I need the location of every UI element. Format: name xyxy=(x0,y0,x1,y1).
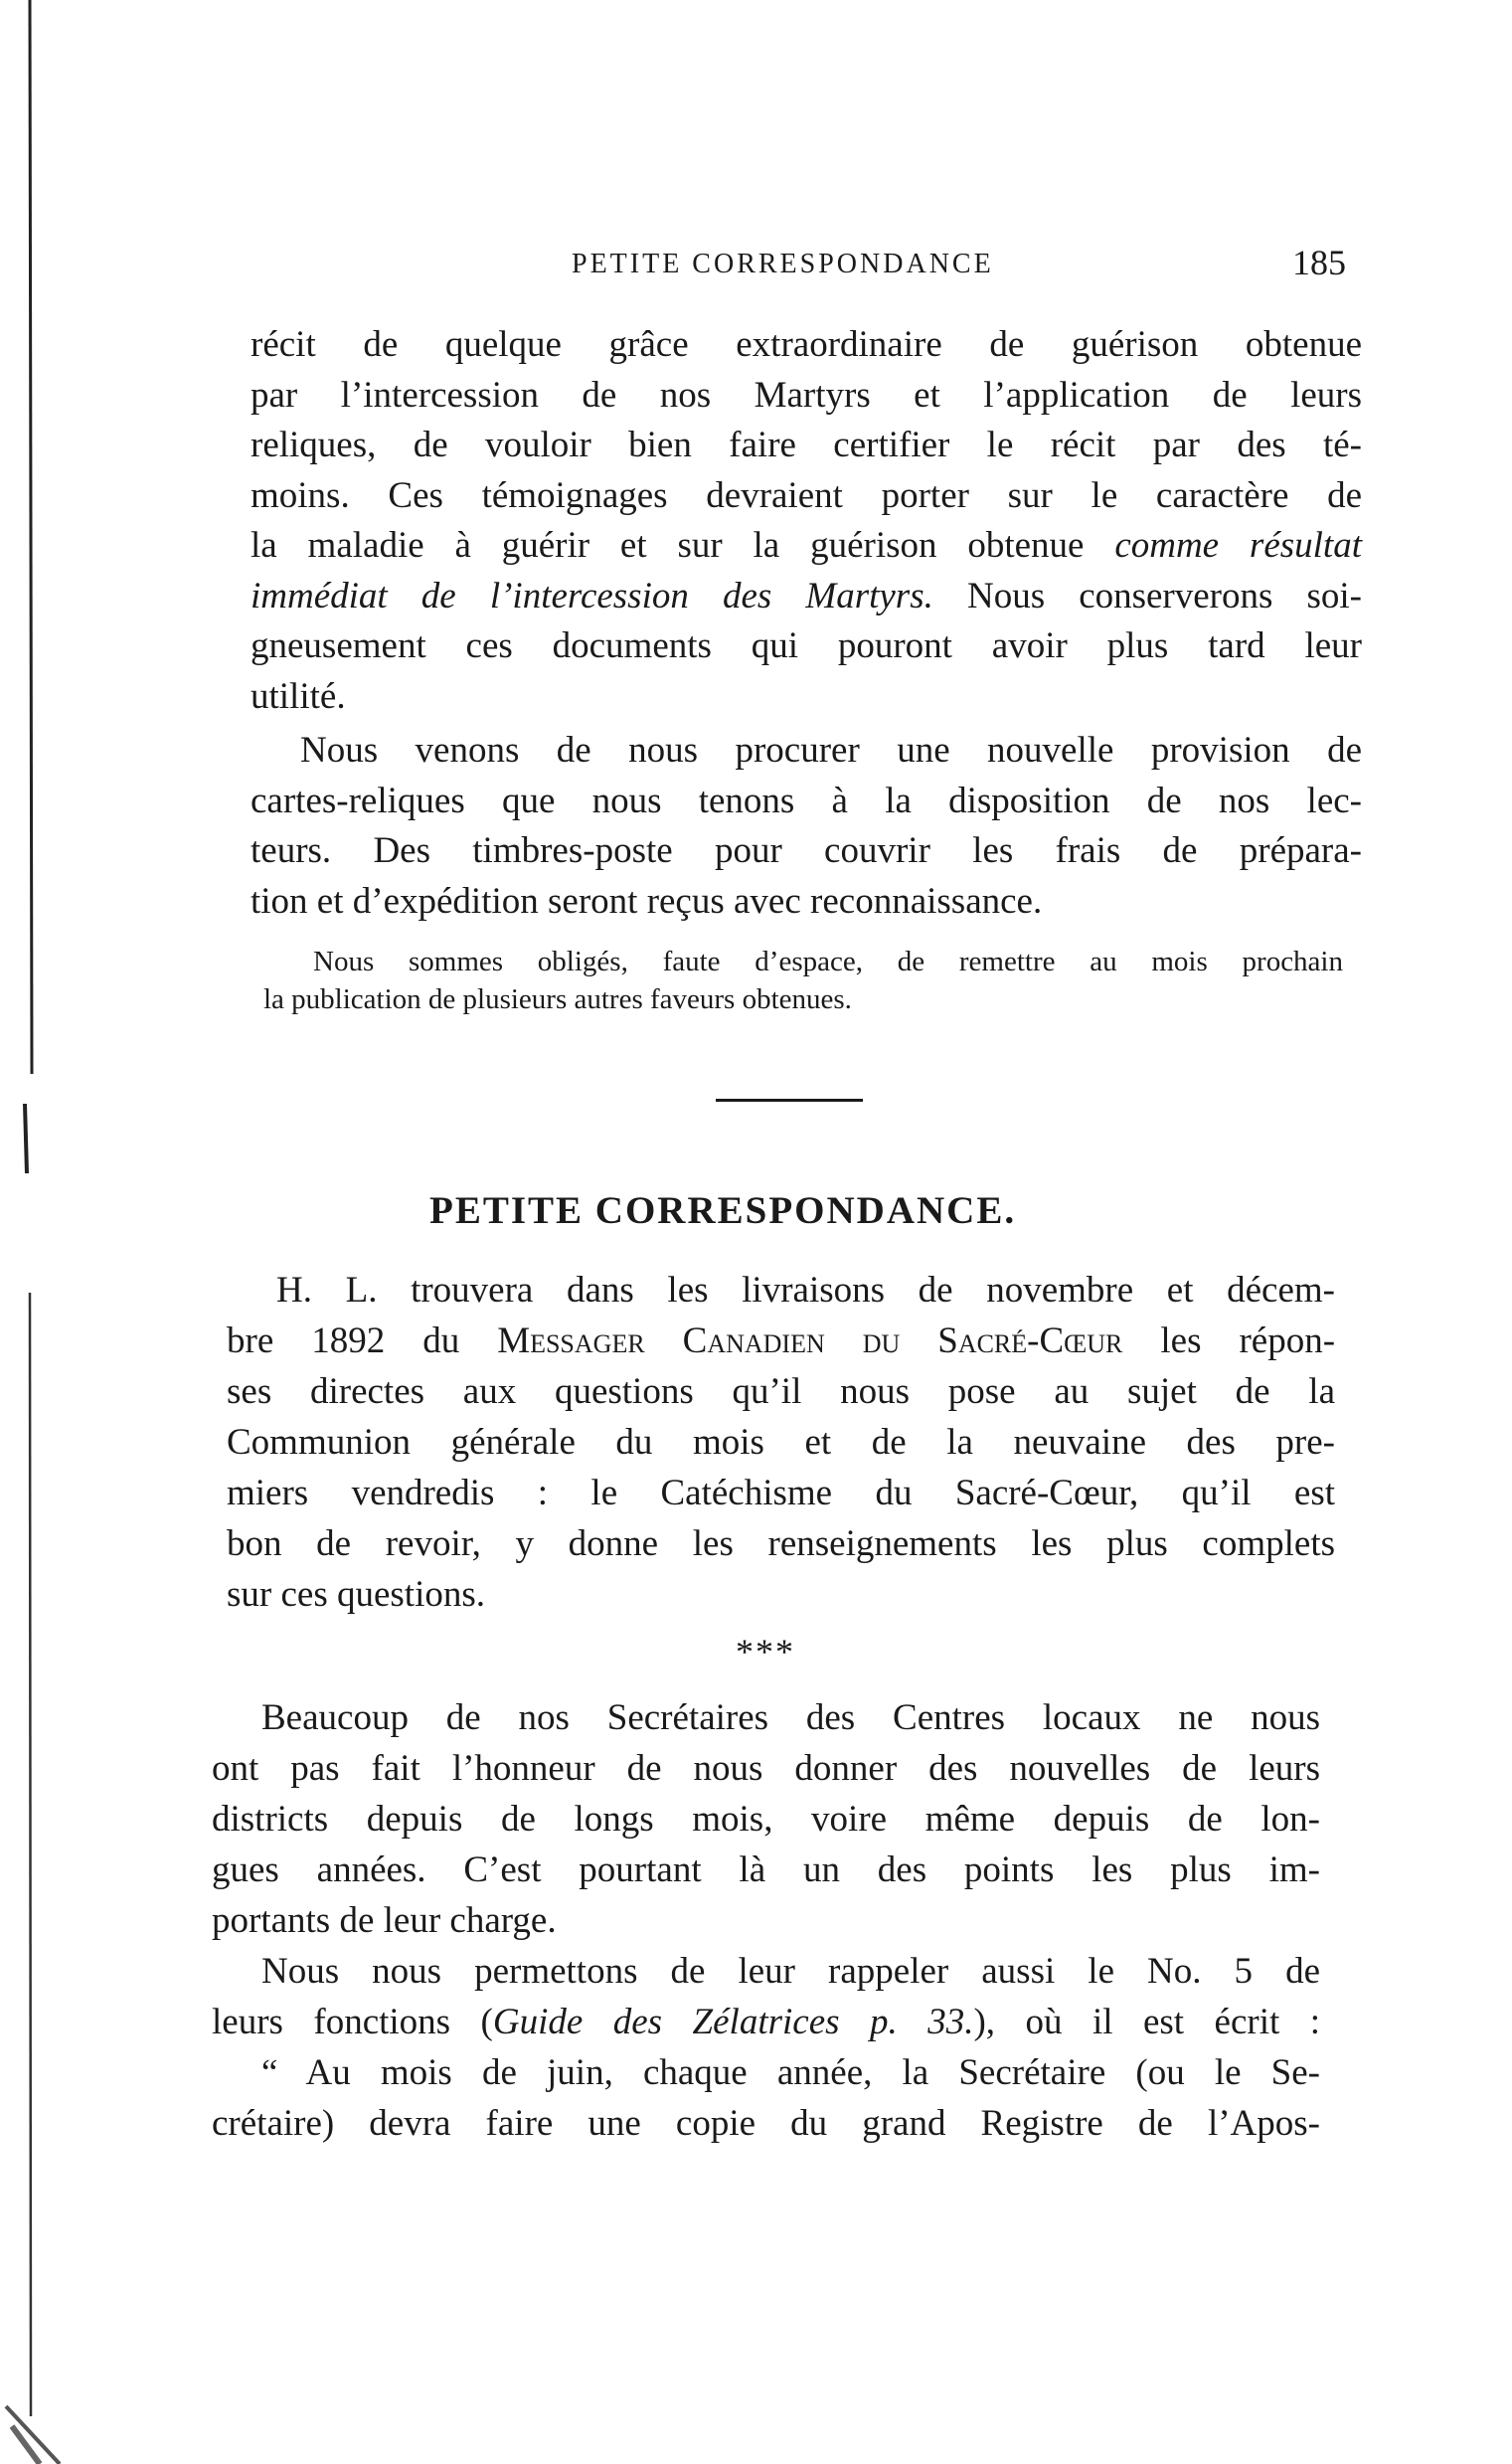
text-line: ses directes aux questions qu’il nous pose au sujet de la xyxy=(227,1371,1335,1412)
text-line: cartes-reliques que nous tenons à la disposition de nos lec- xyxy=(251,780,1362,821)
text-line: reliques, de vouloir bien faire certifier le récit par des té- xyxy=(251,425,1362,465)
text-segment: la maladie à guérir et sur la guérison obtenue xyxy=(251,525,1085,566)
text-line xyxy=(251,572,1362,622)
text-line: Nous venons de nous procurer une nouvelle provision de xyxy=(300,730,1362,771)
text-line: miers vendredis : le Catéchisme du Sacré-Cœur, qu’il est xyxy=(227,1473,1335,1513)
text-line: Nous nous permettons de leur rappeler aussi le No. 5 de xyxy=(261,1951,1320,1992)
text-line: Communion générale du mois et de la neuvaine des pre- xyxy=(227,1422,1335,1463)
paragraph-martyrs-testimonies xyxy=(251,320,1362,722)
paragraph-relic-cards xyxy=(251,726,1362,927)
text-segment: Nous conserverons soi- xyxy=(966,575,1363,616)
asterism-separator: *** xyxy=(736,1632,795,1672)
text-line: gues années. C’est pourtant là un des points les plus im- xyxy=(212,1849,1320,1890)
text-line: moins. Ces témoignages devraient porter sur le caractère de xyxy=(251,474,1362,516)
text-line xyxy=(251,521,1362,572)
running-title: PETITE CORRESPONDANCE xyxy=(572,249,994,279)
text-line xyxy=(227,1316,1335,1366)
page-number: 185 xyxy=(1292,243,1346,282)
paragraph-reply-hl xyxy=(227,1265,1335,1620)
section-divider xyxy=(716,1099,863,1102)
text-line: par l’intercession de nos Martyrs et l’application de leurs xyxy=(251,374,1362,416)
text-line: Nous sommes obligés, faute d’espace, de remettre au mois prochain xyxy=(313,946,1343,977)
italic-text: immédiat de l’intercession des Martyrs. xyxy=(251,575,933,616)
text-line: ont pas fait l’honneur de nous donner des nouvelles de leurs xyxy=(212,1748,1320,1789)
text-line: tion et d’expédition seront reçus avec reconnaissance. xyxy=(251,880,1043,922)
italic-text: Guide des Zélatrices p. 33. xyxy=(492,2002,974,2042)
text-line: utilité. xyxy=(251,675,346,717)
paragraph-secretaries xyxy=(212,1692,1320,2149)
text-line: récit de quelque grâce extraordinaire de guérison obtenue xyxy=(251,324,1362,365)
text-line xyxy=(212,1997,1320,2047)
text-segment: ), où il est écrit : xyxy=(973,2002,1320,2042)
text-line: sur ces questions. xyxy=(227,1574,485,1615)
text-line: “ Au mois de juin, chaque année, la Secrétaire (ou le Se- xyxy=(261,2052,1320,2093)
text-line: la publication de plusieurs autres faveurs obtenues. xyxy=(263,983,852,1015)
text-line: portants de leur charge. xyxy=(212,1900,557,1941)
text-segment: leurs fonctions ( xyxy=(212,2002,493,2042)
text-line: teurs. Des timbres-poste pour couvrir les frais de prépara- xyxy=(251,830,1362,871)
text-line: H. L. trouvera dans les livraisons de novembre et décem- xyxy=(276,1270,1335,1311)
small-caps-title: Messager Canadien du Sacré-Cœur xyxy=(497,1320,1123,1361)
text-line: Beaucoup de nos Secrétaires des Centres locaux ne nous xyxy=(261,1697,1320,1738)
text-segment: les répon- xyxy=(1160,1320,1336,1361)
text-line: districts depuis de longs mois, voire même depuis de lon- xyxy=(212,1799,1320,1840)
text-segment: bre 1892 du xyxy=(227,1320,460,1361)
section-heading: PETITE CORRESPONDANCE. xyxy=(429,1189,1017,1232)
text-line: bon de revoir, y donne les renseignements les plus complets xyxy=(227,1523,1335,1564)
italic-text: comme résultat xyxy=(1114,525,1362,566)
footnote-small-print xyxy=(263,943,1343,1018)
text-line: gneusement ces documents qui pouront avoir plus tard leur xyxy=(251,625,1362,666)
text-line: crétaire) devra faire une copie du grand Registre de l’Apos- xyxy=(212,2103,1320,2144)
